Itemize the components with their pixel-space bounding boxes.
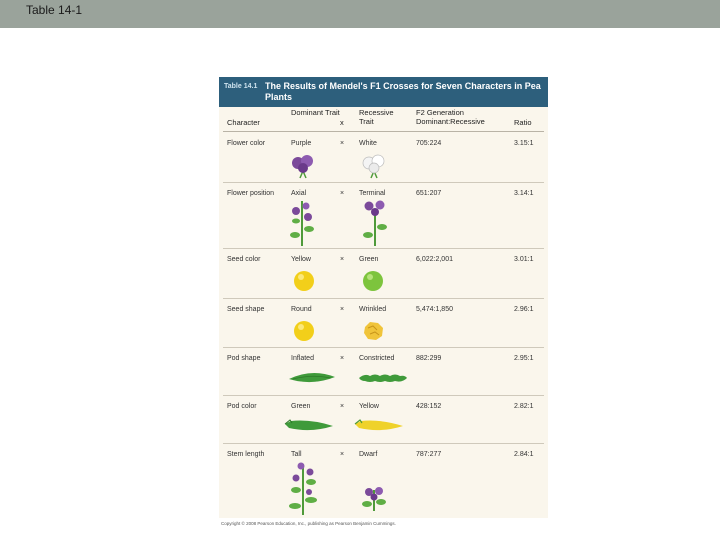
recessive-trait-cell: Wrinkled (359, 306, 387, 313)
f2-counts-cell: 705:224 (416, 140, 442, 147)
cross-symbol: × (340, 306, 345, 313)
slide-title: Table 14-1 (26, 3, 83, 17)
ratio-cell: 3.15:1 (514, 140, 534, 147)
character-cell: Flower color (227, 140, 266, 147)
table-row (219, 183, 548, 249)
ratio-cell: 2.96:1 (514, 306, 534, 313)
dominant-trait-cell: Yellow (291, 256, 311, 263)
wrinkled-seed-icon (362, 319, 386, 343)
cross-symbol: × (340, 190, 345, 197)
table-row (219, 444, 548, 518)
f2-counts-cell: 6,022:2,001 (416, 256, 453, 263)
character-cell: Seed color (227, 256, 261, 263)
dominant-trait-cell: Inflated (291, 355, 314, 362)
recessive-trait-cell: Dwarf (359, 451, 378, 458)
ratio-cell: 2.95:1 (514, 355, 534, 362)
column-header-cross: x (340, 118, 344, 127)
green-pod-icon (283, 418, 335, 434)
table-header-band (219, 77, 548, 107)
yellow-seed-icon (293, 270, 315, 292)
recessive-trait-cell: Constricted (359, 355, 395, 362)
dominant-trait-cell: Green (291, 403, 311, 410)
tall-plant-icon (287, 460, 319, 516)
mendel-table-figure (219, 77, 548, 518)
yellow-pod-icon (353, 418, 405, 434)
constricted-pod-icon (357, 370, 409, 386)
character-cell: Flower position (227, 190, 275, 197)
slide-title-bar (0, 0, 720, 28)
f2-counts-cell: 5,474:1,850 (416, 306, 453, 313)
ratio-cell: 2.82:1 (514, 403, 534, 410)
ratio-cell: 3.01:1 (514, 256, 534, 263)
dominant-trait-cell: Tall (291, 451, 302, 458)
cross-symbol: × (340, 256, 345, 263)
character-cell: Stem length (227, 451, 265, 458)
recessive-trait-cell: Green (359, 256, 379, 263)
table-row (219, 249, 548, 299)
table-label: Table 14.1 (224, 83, 258, 90)
purple-flower-icon (289, 153, 317, 179)
white-flower-icon (360, 153, 388, 179)
dwarf-plant-icon (361, 484, 387, 512)
recessive-trait-cell: Terminal (359, 190, 386, 197)
table-row (219, 133, 548, 183)
copyright-notice: Copyright © 2008 Pearson Education, Inc., publishing as Pearson Benjamin Cummings. (221, 521, 396, 526)
inflated-pod-icon (287, 370, 337, 386)
round-seed-icon (293, 320, 315, 342)
cross-symbol: × (340, 355, 345, 362)
ratio-cell: 3.14:1 (514, 190, 534, 197)
recessive-trait-cell: Yellow (359, 403, 379, 410)
table-row (219, 396, 548, 444)
table-row (219, 348, 548, 396)
cross-symbol: × (340, 451, 345, 458)
dominant-trait-cell: Axial (291, 190, 307, 197)
character-cell: Seed shape (227, 306, 265, 313)
axial-flower-plant-icon (289, 199, 315, 247)
column-header-dominant: Dominant Trait (291, 108, 340, 117)
column-header-recessive: Recessive Trait (359, 108, 394, 126)
f2-counts-cell: 651:207 (416, 190, 442, 197)
table-heading: The Results of Mendel's F1 Crosses for Seven Characters in Pea Plants (265, 81, 541, 102)
terminal-flower-plant-icon (360, 199, 390, 247)
table-row (219, 299, 548, 348)
f2-counts-cell: 787:277 (416, 451, 442, 458)
green-seed-icon (362, 270, 384, 292)
f2-counts-cell: 428:152 (416, 403, 442, 410)
f2-counts-cell: 882:299 (416, 355, 442, 362)
character-cell: Pod shape (227, 355, 261, 362)
column-header-ratio: Ratio (514, 118, 532, 127)
dominant-trait-cell: Purple (291, 140, 312, 147)
dominant-trait-cell: Round (291, 306, 312, 313)
header-divider (223, 131, 544, 132)
cross-symbol: × (340, 140, 345, 147)
column-header-character: Character (227, 118, 260, 127)
character-cell: Pod color (227, 403, 257, 410)
ratio-cell: 2.84:1 (514, 451, 534, 458)
column-header-f2-generation: F2 Generation Dominant:Recessive (416, 108, 485, 126)
cross-symbol: × (340, 403, 345, 410)
recessive-trait-cell: White (359, 140, 377, 147)
